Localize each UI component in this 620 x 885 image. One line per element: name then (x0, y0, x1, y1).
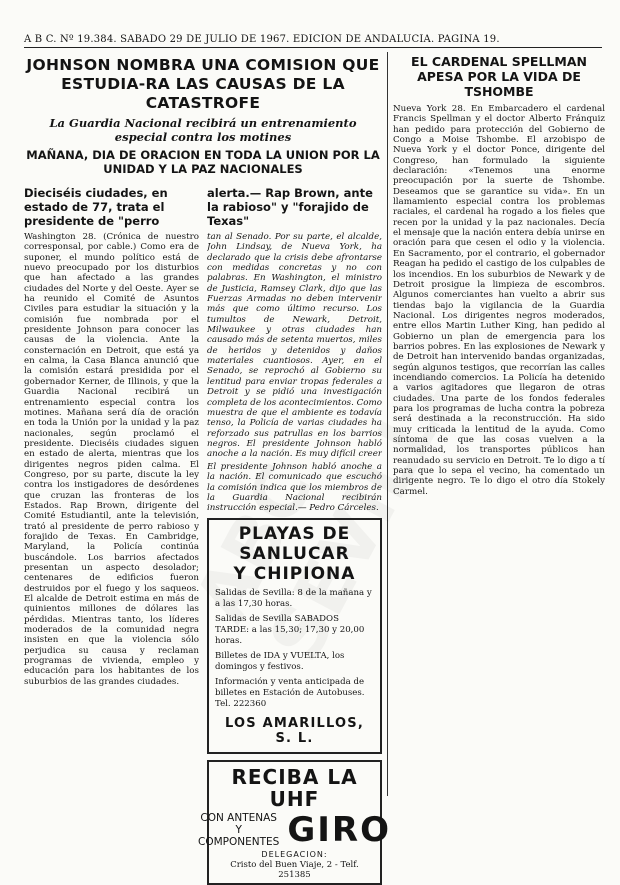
ad-sanlucar-title-2: Y CHIPIONA (233, 564, 356, 584)
ad-uhf-delegation: DELEGACION: (261, 850, 328, 859)
right-headline: EL CARDENAL SPELLMAN APESA POR LA VIDA DE TSHOMBE (411, 54, 587, 99)
deck-left: Dieciséis ciudades, en estado de 77, trata el presidente de "perro (24, 186, 168, 228)
main-headline: JOHNSON NOMBRA UNA COMISION QUE ESTUDIA-RA LAS CAUSAS DE LA CATASTROFE (26, 56, 380, 112)
header-rule (24, 47, 602, 48)
article-closing-wrap (207, 462, 382, 512)
right-article (393, 54, 605, 784)
right-body: Nueva York 28. En Embarcadero el cardenal Francis Spellman y el doctor Alberto Fránquiz han pedido para protección del Gobierno de Congo a Moise Tshombe. El arzobispo de Nueva York y el doctor Ponce, dirigente del Congreso, han formulado la siguiente declaración: «Tenemos una enorme preocupación por la suerte de Tshombe. Deseamos que se garantice su vida». En un llamamiento especial contra los problemas raciales, el cardenal ha rogado a los fieles que recen por la unidad y la paz nacionales. Decía el mensaje que la nación entera debía unirse en oración para que cesen el odio y la violencia. En Sacramento, por el contrario, el gobernador Reagan ha pedido el castigo de los culpables de los incendios. En los suburbios de Newark y de Detroit prosigue la limpieza de escombros. Algunos comerciantes han vuelto a abrir sus tiendas bajo la vigilancia de la Guardia Nacional. Los dirigentes negros moderados, entre ellos Martin Luther King, han pedido al Gobierno un plan de emergencia para los barrios pobres. En las explosiones de Newark y de Detroit han intervenido bandas organizadas, según algunos testigos, que recorrían las calles incendiando comercios. La Policía ha detenido a varios agitadores que llegaron de otras ciudades. Una parte de los fondos federales para los programas de lucha contra la pobreza será destinada a la reconstrucción. Ha sido muy criticada la lentitud de la ayuda. Como síntoma de que las cosas vuelven a la normalidad, los transportes públicos han reanudado su servicio en Detroit. Te lo digo a tí para que lo sepa el vecino, ha comentado un dirigente negro. Te lo digo el otro día Stokely Carmel. (393, 104, 605, 497)
page-header: A B C. Nº 19.384. SABADO 29 DE JULIO DE 1967. EDICION DE ANDALUCIA. PAGINA 19. (24, 34, 500, 45)
ad-uhf-headline: RECIBA LA UHF (231, 765, 358, 811)
ad-uhf-small-1: CON ANTENAS (200, 812, 277, 824)
ad-sanlucar-line-3: Billetes de IDA y VUELTA, los domingos y festivos. (215, 651, 345, 672)
ad-sanlucar (207, 518, 382, 754)
ad-sanlucar-line-1: Salidas de Sevilla: 8 de la mañana y a las 17,30 horas. (215, 588, 372, 609)
article-columns (24, 232, 391, 885)
article-body-2-wrap (207, 232, 382, 460)
article-column-1 (24, 232, 199, 772)
deck-right: alerta.— Rap Brown, ante la rabioso" y "forajido de Texas" (207, 186, 373, 228)
main-article (24, 52, 391, 885)
ad-uhf-small-2: Y COMPONENTES (198, 824, 280, 848)
main-subhead-bold: MAÑANA, DIA DE ORACION EN TODA LA UNION POR LA UNIDAD Y LA PAZ NACIONALES (26, 148, 380, 176)
article-closing: El presidente Johnson habló anoche a la nación. El comunicado que escuchó la comisión indica que los miembros de la Guardia Nacional recibirán instrucción especial.— Pedro Cárceles. (207, 462, 382, 512)
ad-uhf-giro (198, 760, 391, 885)
article-column-2 (198, 232, 391, 885)
deck-row (24, 180, 382, 232)
article-body-2: tan al Senado. Por su parte, el alcalde, John Lindsay, de Nueva York, ha declarado que la crisis debe afrontarse con medidas concretas y no con palabras. En Washington, el ministro de Justicia, Ramsey Clark, dijo que las Fuerzas Armadas no deben intervenir más que como último recurso. Los tumultos de Newark, Detroit, Milwaukee y otras ciudades han causado más de setenta muertos, miles de heridos y detenidos y daños materiales cuantiosos. Ayer, en el Senado, se reprochó al Gobierno su lentitud para enviar tropas federales a Detroit y se pidió una investigación completa de los acontecimientos. Como muestra de que el ambiente es todavía tenso, la Policía de varias ciudades ha reforzado sus patrullas en los barrios negros. El presidente Johnson habló anoche a la nación. Es muy difícil creer (207, 232, 382, 460)
ad-uhf-address: Cristo del Buen Viaje, 2 - Telf. 251385 (230, 860, 359, 880)
ad-sanlucar-company: LOS AMARILLOS, S. L. (225, 716, 364, 746)
main-subhead-italic: La Guardia Nacional recibirá un entrenamiento especial contra los motines (49, 116, 357, 144)
ad-uhf-row (198, 810, 391, 850)
ad-sanlucar-line-4: Información y venta anticipada de billetes en Estación de Autobuses. Tel. 222360 (215, 677, 365, 709)
ad-sanlucar-line-2: Salidas de Sevilla SABADOS TARDE: a las 15,30; 17,30 y 20,00 horas. (215, 614, 365, 646)
column-rule (387, 52, 388, 796)
ad-sanlucar-title-1: PLAYAS DE SANLUCAR (238, 524, 351, 564)
ad-uhf-brand: GIRO (287, 810, 391, 850)
article-body-1: Washington 28. (Crónica de nuestro corresponsal, por cable.) Como era de suponer, el mundo político está de nuevo preocupado por los disturbios que han afectado a las grandes ciudades del Norte y del Oeste. Ayer se ha reunido el Comité de Asuntos Civiles para estudiar la situación y la comisión fue nombrada por el presidente Johnson para conocer las causas de la violencia. Ante la consternación en Detroit, que está ya en calma, la Casa Blanca anunció que la comisión estará presidida por el gobernador Kerner, de Illinois, y que la Guardia Nacional recibirá un entrenamiento especial contra los motines. Mañana será día de oración en toda la Unión por la unidad y la paz nacionales, según proclamó el presidente. Dieciséis ciudades siguen en estado de alerta, mientras que los dirigentes negros piden calma. El Congreso, por su parte, discute la ley contra los instigadores de desórdenes que cruzan las fronteras de los Estados. Rap Brown, dirigente del Comité Estudiantil, ante la televisión, trató al presidente de perro rabioso y forajido de Texas. En Cambridge, Maryland, la Policía continúa buscándole. Los barrios afectados presentan un aspecto desolador; centenares de edificios fueron destruidos por el fuego y los saqueos. El alcalde de Detroit estima en más de quinientos millones de dólares las pérdidas. Mientras tanto, los líderes moderados de la comunidad negra insisten en que la violencia sólo perjudica su causa y reclaman programas de vivienda, empleo y educación para los habitantes de los suburbios de las grandes ciudades. (24, 232, 199, 687)
ad-uhf-small-text (198, 812, 279, 848)
right-body-wrap (393, 104, 605, 784)
